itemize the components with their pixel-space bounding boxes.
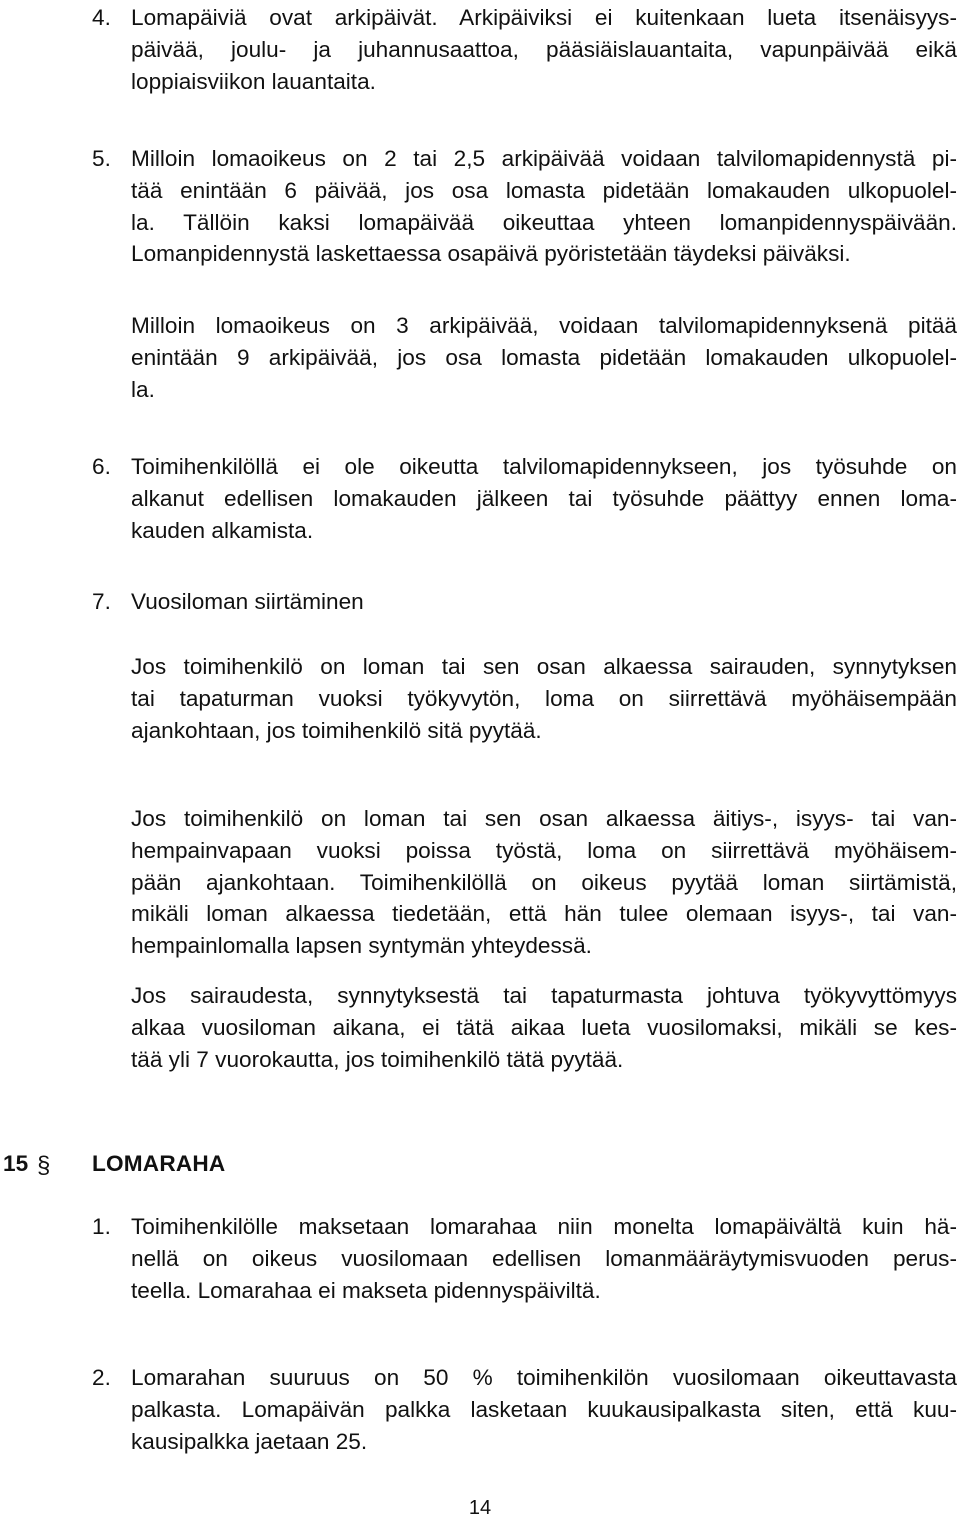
paragraph-line: Toimihenkilöllä ei ole oikeutta talvilomapidennykseen, jos työsuhde on [131, 454, 957, 479]
item-number: 5. [92, 146, 111, 171]
paragraph-line: alkaa vuosiloman aikana, ei tätä aikaa lueta vuosilomaksi, mikäli se kes- [131, 1014, 957, 1040]
item-number: 2. [92, 1365, 111, 1390]
paragraph-line: tää yli 7 vuorokautta, jos toimihenkilö tätä pyytää. [131, 1046, 624, 1072]
paragraph-line: päivää, joulu- ja juhannusaattoa, pääsiäislauantaita, vapunpäivää eikä [131, 36, 957, 62]
paragraph [131, 2, 957, 97]
section-title: LOMARAHA [92, 1151, 226, 1176]
item-number: 1. [92, 1214, 111, 1239]
item-number: 4. [92, 5, 111, 30]
paragraph-line: alkanut edellisen lomakauden jälkeen tai työsuhde päättyy ennen loma- [131, 485, 957, 511]
paragraph [131, 651, 957, 746]
paragraph [131, 803, 957, 962]
paragraph-line: kauden alkamista. [131, 517, 314, 543]
paragraph-line: Lomapäiviä ovat arkipäivät. Arkipäiviksi ei kuitenkaan lueta itsenäisyys- [131, 5, 957, 30]
paragraph-line: Milloin lomaoikeus on 3 arkipäivää, voidaan talvilomapidennyksenä pitää [131, 313, 957, 338]
paragraph [131, 1211, 957, 1306]
paragraph-line: Jos toimihenkilö on loman tai sen osan alkaessa sairauden, synnytyksen [131, 654, 957, 679]
paragraph [131, 1362, 957, 1457]
section-sign-icon: § [37, 1152, 51, 1179]
paragraph [131, 980, 957, 1075]
paragraph-line: hempainlomalla lapsen syntymän yhteydessä. [131, 933, 592, 959]
paragraph-line: la. [131, 376, 155, 402]
paragraph [131, 143, 957, 270]
paragraph [131, 451, 957, 546]
section-number: 15 [3, 1151, 29, 1176]
paragraph-line: teella. Lomarahaa ei makseta pidennyspäiviltä. [131, 1277, 601, 1303]
paragraph-line: palkasta. Lomapäivän palkka lasketaan kuukausipalkasta siten, että kuu- [131, 1396, 957, 1422]
page-number: 14 [468, 1497, 492, 1519]
paragraph-line: Jos toimihenkilö on loman tai sen osan alkaessa äitiys-, isyys- tai van- [131, 806, 957, 831]
paragraph-line: mikäli loman alkaessa tiedetään, että hän tulee olemaan isyys-, tai van- [131, 901, 957, 927]
paragraph-line: Milloin lomaoikeus on 2 tai 2,5 arkipäivää voidaan talvilomapidennystä pi- [131, 146, 957, 171]
item-number: 6. [92, 454, 111, 479]
paragraph-line: Vuosiloman siirtäminen [131, 589, 364, 614]
paragraph-line: nellä on oikeus vuosilomaan edellisen lomanmääräytymisvuoden perus- [131, 1245, 957, 1271]
paragraph-line: Lomarahan suuruus on 50 % toimihenkilön vuosilomaan oikeuttavasta [131, 1365, 957, 1390]
subheading [131, 586, 957, 618]
paragraph-line: Toimihenkilölle maksetaan lomarahaa niin monelta lomapäivältä kuin hä- [131, 1214, 957, 1239]
paragraph-line: kausipalkka jaetaan 25. [131, 1428, 368, 1454]
paragraph-line: tää enintään 6 päivää, jos osa lomasta pidetään lomakauden ulkopuolel- [131, 177, 957, 203]
paragraph-line: hempainvapaan vuoksi poissa työstä, loma on siirrettävä myöhäisem- [131, 837, 957, 863]
paragraph-line: Lomanpidennystä laskettaessa osapäivä pyöristetään täydeksi päiväksi. [131, 241, 851, 267]
paragraph-line: pään ajankohtaan. Toimihenkilöllä on oikeus pyytää loman siirtämistä, [131, 869, 957, 895]
paragraph-line: Jos sairaudesta, synnytyksestä tai tapaturmasta johtuva työkyvyttömyys [131, 983, 957, 1008]
item-number: 7. [92, 589, 111, 614]
paragraph-line: loppiaisviikon lauantaita. [131, 68, 376, 94]
paragraph [131, 310, 957, 405]
paragraph-line: ajankohtaan, jos toimihenkilö sitä pyytää. [131, 717, 542, 743]
paragraph-line: tai tapaturman vuoksi työkyvytön, loma on siirrettävä myöhäisempään [131, 685, 957, 711]
paragraph-line: la. Tällöin kaksi lomapäivää oikeuttaa yhteen lomanpidennyspäivään. [131, 209, 957, 235]
paragraph-line: enintään 9 arkipäivää, jos osa lomasta pidetään lomakauden ulkopuolel- [131, 344, 957, 370]
